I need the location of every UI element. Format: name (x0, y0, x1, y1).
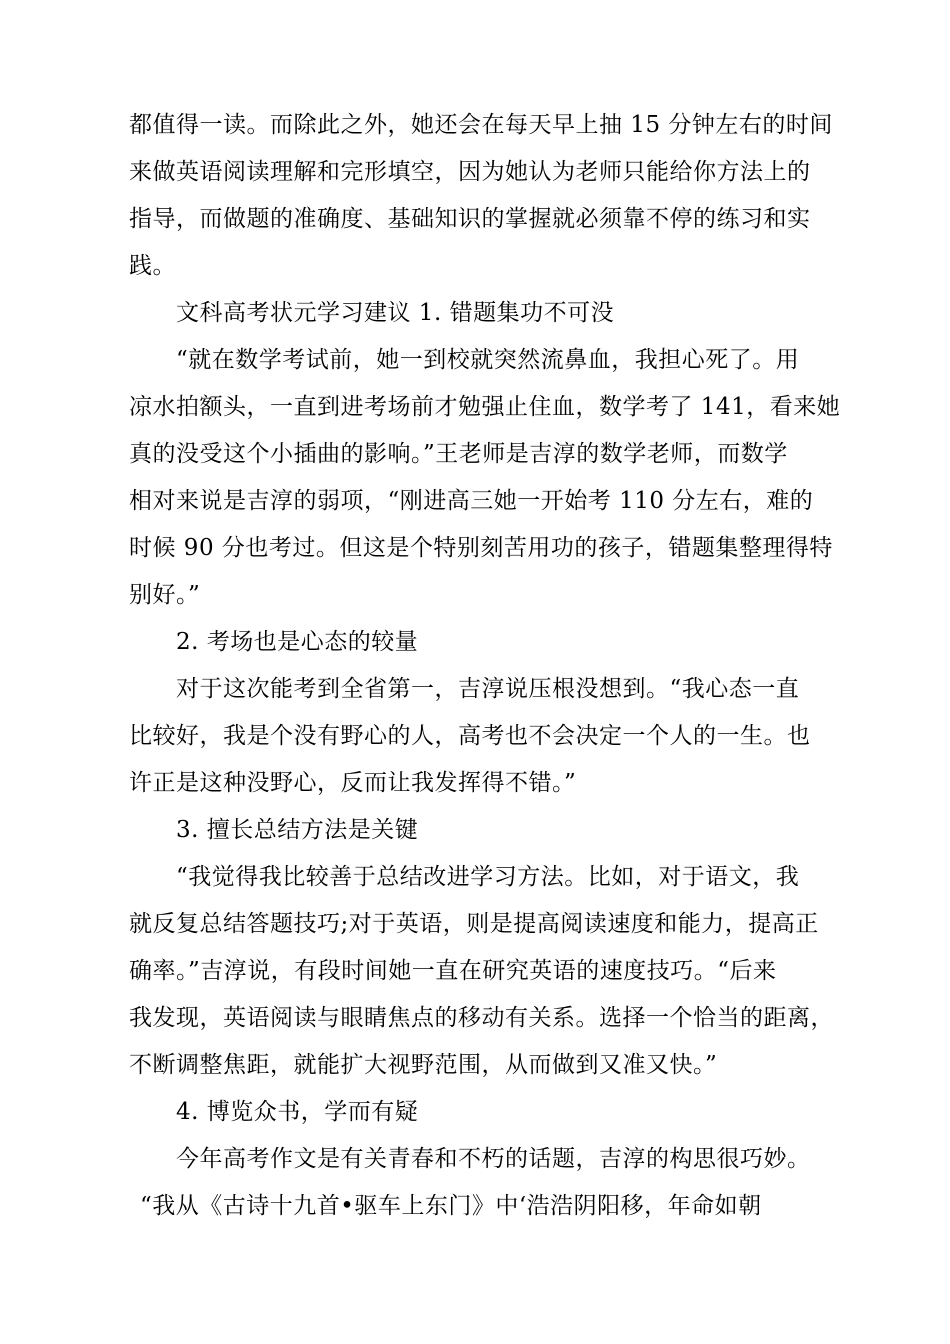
text-line: “我从《古诗十九首•驱车上东门》中‘浩浩阴阳移，年命如朝 (140, 1193, 762, 1219)
section-heading: 4. 博览众书，学而有疑 (176, 1099, 419, 1125)
text-line: 相对来说是吉淳的弱项，“刚进高三她一开始考 110 分左右，难的 (129, 488, 814, 514)
section-heading: 3. 擅长总结方法是关键 (176, 817, 419, 843)
text-line: 今年高考作文是有关青春和不朽的话题，吉淳的构思很巧妙。 (176, 1146, 811, 1172)
section-heading: 文科高考状元学习建议 1. 错题集功不可没 (176, 300, 615, 326)
text-line: 就反复总结答题技巧;对于英语，则是提高阅读速度和能力，提高正 (129, 911, 819, 937)
text-line: 确率。”吉淳说，有段时间她一直在研究英语的速度技巧。“后来 (129, 958, 777, 984)
text-line: 践。 (129, 253, 176, 279)
text-line: 我发现，英语阅读与眼睛焦点的移动有关系。选择一个恰当的距离， (129, 1005, 834, 1031)
text-line: “就在数学考试前，她一到校就突然流鼻血，我担心死了。用 (176, 347, 800, 373)
text-line: “我觉得我比较善于总结改进学习方法。比如，对于语文，我 (176, 864, 800, 890)
text-line: 都值得一读。而除此之外，她还会在每天早上抽 15 分钟左右的时间 (129, 112, 833, 138)
text-line: 别好。” (129, 582, 201, 608)
text-line: 来做英语阅读理解和完形填空，因为她认为老师只能给你方法上的 (129, 159, 811, 185)
text-line: 时候 90 分也考过。但这是个特别刻苦用功的孩子，错题集整理得特 (129, 535, 833, 561)
text-line: 指导，而做题的准确度、基础知识的掌握就必须靠不停的练习和实 (129, 206, 811, 232)
text-line: 凉水拍额头，一直到进考场前才勉强止住血，数学考了 141，看来她 (129, 394, 841, 420)
text-line: 对于这次能考到全省第一，吉淳说压根没想到。“我心态一直 (176, 676, 800, 702)
text-line: 许正是这种没野心，反而让我发挥得不错。” (129, 770, 577, 796)
section-heading: 2. 考场也是心态的较量 (176, 629, 419, 655)
text-line: 不断调整焦距，就能扩大视野范围，从而做到又准又快。” (129, 1052, 718, 1078)
text-line: 比较好，我是个没有野心的人，高考也不会决定一个人的一生。也 (129, 723, 811, 749)
text-line: 真的没受这个小插曲的影响。”王老师是吉淳的数学老师，而数学 (129, 441, 788, 467)
